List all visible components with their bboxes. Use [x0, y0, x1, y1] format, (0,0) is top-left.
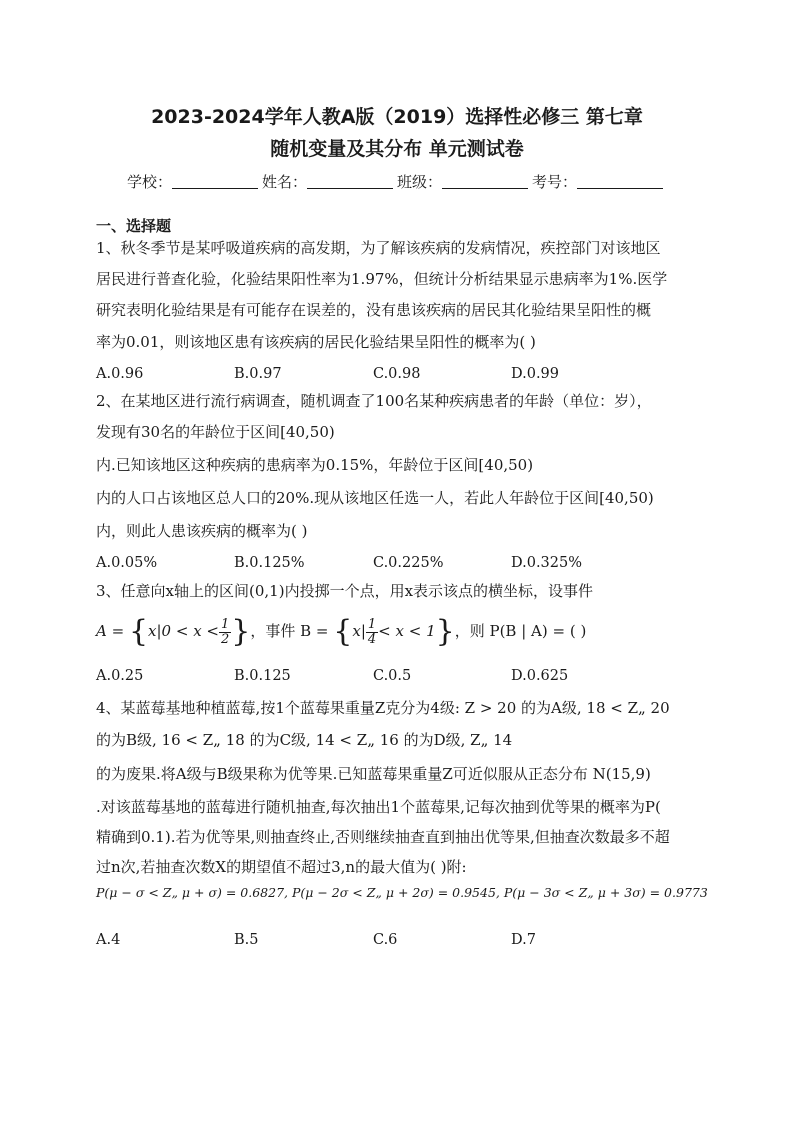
name-blank — [307, 174, 393, 189]
q3-formula-line — [96, 614, 586, 648]
q3-brace-open-a: { — [128, 614, 149, 649]
q3-brace-close-a: } — [231, 614, 251, 649]
q4-line5: 精确到0.1).若为优等果,则抽查终止,否则继续抽查直到抽出优等果,但抽查次数最多不超 — [96, 828, 670, 846]
q3-option-b: B.0.125 — [234, 668, 291, 684]
exam-title-line1: 2023-2024学年人教A版（2019）选择性必修三 第七章 — [151, 106, 643, 128]
q2-option-d: D.0.325% — [511, 555, 583, 571]
q4-line4: .对该蓝莓基地的蓝莓进行随机抽查,每次抽出1个蓝莓果,记每次抽到优等果的概率为P( — [96, 798, 661, 816]
q3-brace-open-b: { — [333, 614, 353, 649]
q1-line4: 率为0.01，则该地区患有该疾病的居民化验结果呈阳性的概率为( ) — [96, 333, 536, 351]
q3-set-a-label: A = — [96, 622, 129, 640]
q3-set-a-body: x|0 < x < — [148, 622, 219, 640]
q2-option-b: B.0.125% — [234, 555, 305, 571]
q3-end-text: ，则 P(B | A) = ( ) — [454, 622, 587, 640]
q2-line5: 内，则此人患该疾病的概率为( ) — [96, 522, 308, 540]
q4-line1: 4、某蓝莓基地种植蓝莓,按1个蓝莓果重量Z克分为4级: Z > 20 的为A级, 18 < Z„ 20 — [96, 699, 670, 717]
number-label: 考号： — [532, 173, 578, 191]
q1-option-d: D.0.99 — [511, 366, 560, 382]
school-label: 学校： — [126, 173, 172, 191]
class-blank — [442, 174, 528, 189]
q4-option-b: B.5 — [234, 932, 259, 948]
q2-option-a: A.0.05% — [96, 555, 158, 571]
q1-line3: 研究表明化验结果是有可能存在误差的，没有患该疾病的居民其化验结果呈阳性的概 — [96, 301, 652, 319]
q1-option-a: A.0.96 — [96, 366, 144, 382]
q3-brace-close-b: } — [435, 614, 455, 649]
q3-fraction-half: $\frac{1}{2}$ — [221, 616, 230, 647]
section-heading: 一、选择题 — [96, 217, 172, 235]
q4-option-a: A.4 — [96, 932, 121, 948]
student-info-row — [0, 172, 794, 192]
exam-title-line2: 随机变量及其分布 单元测试卷 — [270, 138, 524, 160]
q3-set-b-body: x| — [352, 622, 366, 640]
q3-line1: 3、任意向x轴上的区间(0,1)内投掷一个点，用x表示该点的横坐标，设事件 — [96, 582, 594, 600]
q4-option-d: D.7 — [511, 932, 536, 948]
q4-line3: 的为废果.将A级与B级果称为优等果.已知蓝莓果重量Z可近似服从正态分布 N(15,9) — [96, 765, 651, 783]
q1-line2: 居民进行普查化验，化验结果阳性率为1.97%，但统计分析结果显示患病率为1%.医学 — [96, 270, 668, 288]
name-label: 姓名： — [261, 173, 307, 191]
q3-set-b-tail: < x < 1 — [378, 622, 436, 640]
q4-line6: 过n次,若抽查次数X的期望值不超过3,n的最大值为( )附: — [96, 858, 467, 876]
q2-line2: 发现有30名的年龄位于区间[40,50) — [96, 423, 335, 441]
q4-line2: 的为B级, 16 < Z„ 18 的为C级, 14 < Z„ 16 的为D级, Z„ 14 — [96, 731, 513, 749]
q2-option-c: C.0.225% — [373, 555, 444, 571]
q3-option-d: D.0.625 — [511, 668, 569, 684]
q1-line1: 1、秋冬季节是某呼吸道疾病的高发期，为了解该疾病的发病情况，疾控部门对该地区 — [96, 239, 661, 257]
q3-mid-text: ，事件 B = — [250, 622, 334, 640]
school-blank — [172, 174, 258, 189]
class-label: 班级： — [397, 173, 443, 191]
q3-option-c: C.0.5 — [373, 668, 412, 684]
q3-fraction-quarter: $\frac{1}{4}$ — [367, 616, 377, 647]
q1-option-c: C.0.98 — [373, 366, 421, 382]
q4-option-c: C.6 — [373, 932, 398, 948]
number-blank — [577, 174, 663, 189]
q1-option-b: B.0.97 — [234, 366, 282, 382]
q3-option-a: A.0.25 — [96, 668, 144, 684]
q2-line3: 内.已知该地区这种疾病的患病率为0.15%，年龄位于区间[40,50) — [96, 456, 534, 474]
q2-line1: 2、在某地区进行流行病调查，随机调查了100名某种疾病患者的年龄（单位：岁）， — [96, 392, 652, 410]
q4-appendix-formula: P(μ − σ < Z„ μ + σ) = 0.6827, P(μ − 2σ < Z„ μ + 2σ) = 0.9545, P(μ − 3σ < Z„ μ + 3σ) = 0.9773 — [96, 885, 708, 900]
q2-line4: 内的人口占该地区总人口的20%.现从该地区任选一人，若此人年龄位于区间[40,50) — [96, 489, 654, 507]
